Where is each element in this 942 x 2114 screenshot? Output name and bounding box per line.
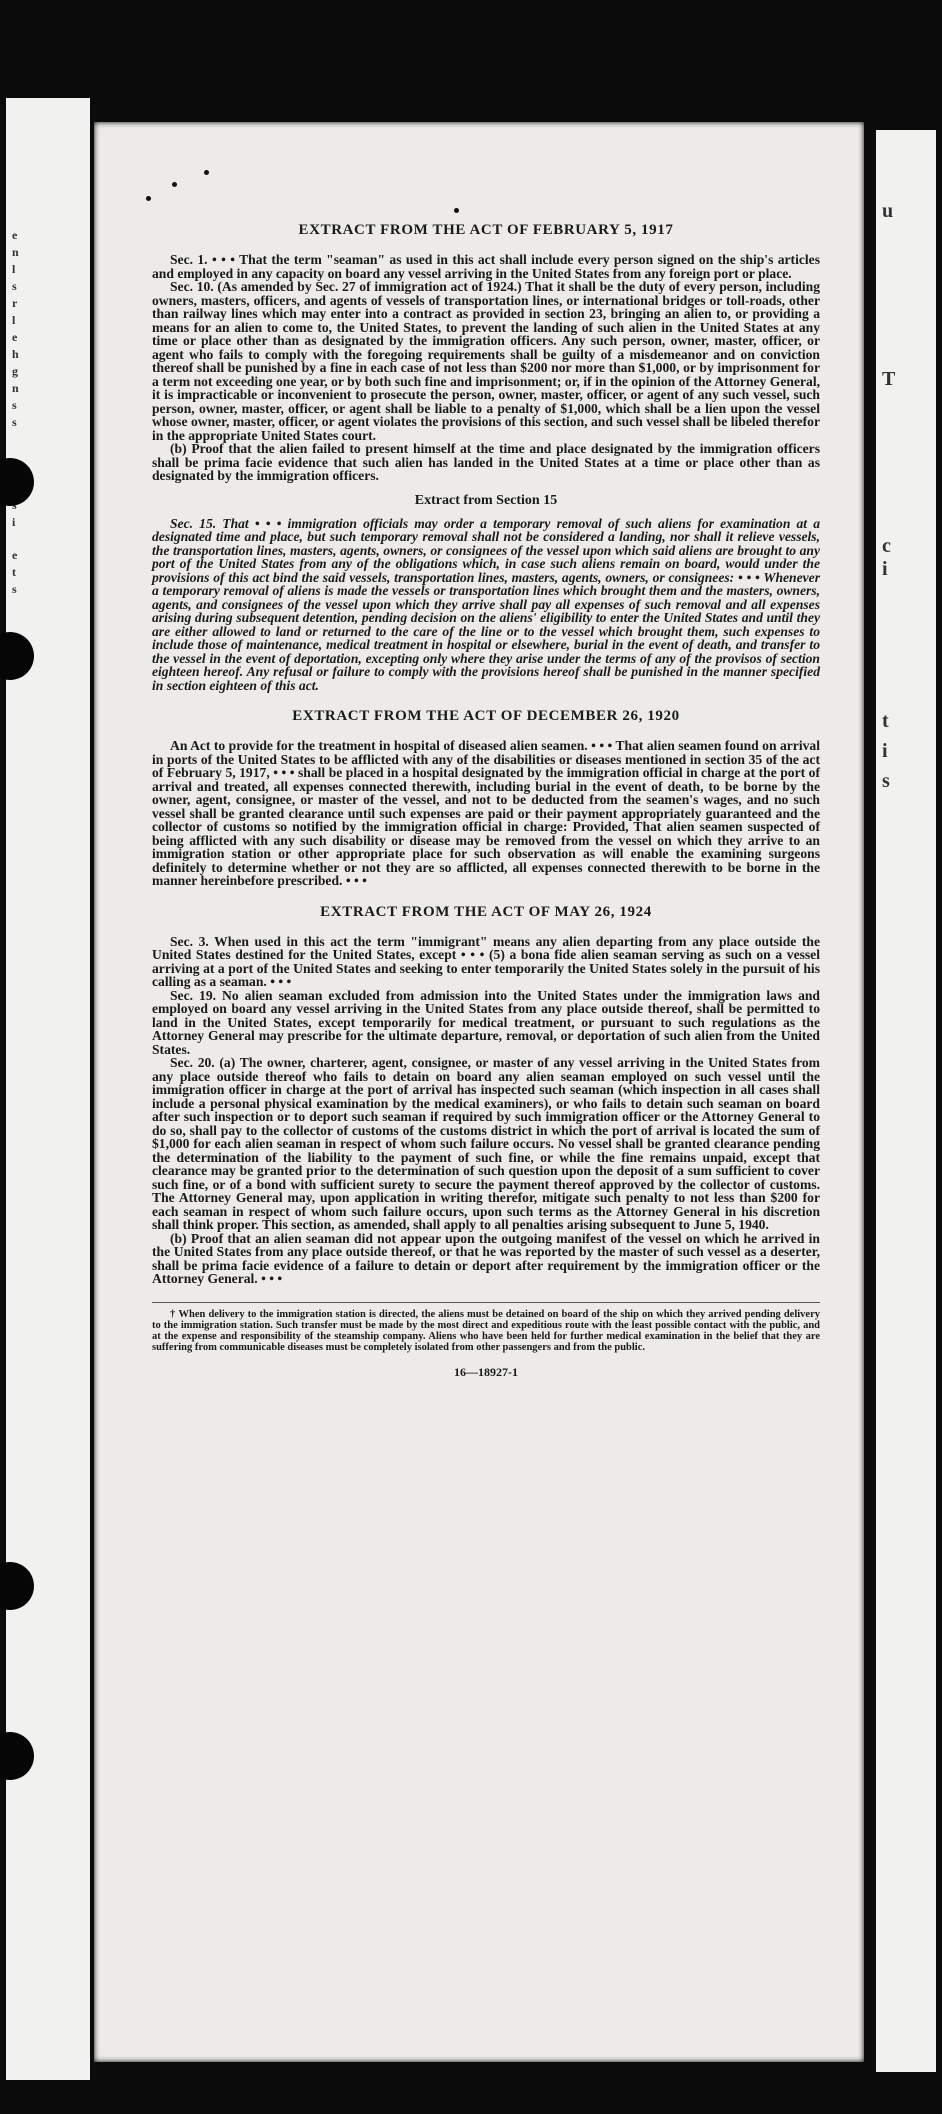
document-number: 16—18927-1 [454,1364,518,1379]
left-strip-text-16: t [12,565,16,579]
left-adjacent-page-strip [6,98,90,2080]
paragraph-sec-15: Sec. 15. That • • • immigration officials may order a temporary removal of such aliens for examination at a designated time and place, but such temporary removal shall not be considered a landing, nor shall it relieve vessels, the transportation lines, masters, agents, owners, or consignees of the vessel upon which said aliens are brought to any port of the United States from any of the obligations which, in case such aliens remain on board, would under the provisions of this act bind the said vessels, transportation lines, masters, agents, owners, or consignees: • • • Whenever a temporary removal of aliens is made the vessels or transportation lines which brought them and the masters, owners, agents, and consignees of the vessel upon which they arrive shall pay all expenses of such removal and all expenses arising during subsequent detention, pending decision on the aliens' eligibility to enter the United States and until they are either allowed to land or returned to the care of the line or to the vessel which brought them, such expenses to include those of maintenance, medical treatment in hospital or elsewhere, burial in the event of death, and transfer to the vessel in the event of deportation, excepting only where they arise under the terms of any of the provisos of section eighteen hereof. Any refusal or failure to comply with the provisions hereof shall be punished in the manner specified in section eighteen of this act. [152,515,820,693]
paragraph-sec-10-b: (b) Proof that the alien failed to present himself at the time and place designated by the immigration officers shall be prima facie evidence that such alien has landed in the United States at a time or place other than as designated by the immigration officers. [152,441,820,483]
paragraph-sec-20-b: (b) Proof that an alien seaman did not appear upon the outgoing manifest of the vessel on which he arrived in the United States from any place outside thereof, or that he was reported by the master of such vessel as a deserter, shall be prima facie evidence of a failure to detain or deport after requirement by the immigration officer or the Attorney General. • • • [152,1230,820,1286]
ink-speck [172,182,177,187]
left-strip-text-5: r [12,296,18,310]
left-strip-text-14: i [12,515,16,529]
left-strip-text-8: h [12,347,19,361]
left-strip-text-6: l [12,313,16,327]
section-15-block [152,517,820,693]
paragraph-sec-20-a: Sec. 20. (a) The owner, charterer, agent, consignee, or master of any vessel arriving in the United States from any place outside thereof who fails to detain on board any alien seaman employed on such vessel until the immigration officer in charge at the port of arrival has inspected such seaman (which inspection in all cases shall include a personal physical examination by the medical examiners), or who fails to detain such seaman on board after such inspection or to deport such seaman if required by such immigration officer or the Attorney General to do so, shall pay to the collector of customs of the customs district in which the port of arrival is located the sum of $1,000 for each alien seaman in respect of whom such failure occurs. No vessel shall be granted clearance pending the determination of the liability to the payment of such fine, or while the fine remains unpaid, except that clearance may be granted prior to the determination of such question upon the deposit of a sum sufficient to cover such fine, or of a bond with sufficient surety to secure the payment thereof approved by the collector of customs. The Attorney General may, upon application in writing therefor, mitigate such penalty to not less than $200 for each seaman in respect of whom such failure occurs, upon such terms as the Attorney General in his discretion shall think proper. This section, as amended, shall apply to all penalties arising subsequent to June 5, 1940. [152,1055,820,1232]
paragraph-sec-10: Sec. 10. (As amended by Sec. 27 of immigration act of 1924.) That it shall be the duty of every person, including owners, masters, officers, and agents of vessels of transportation lines, or international bridges or toll-roads, other than railway lines which may enter into a contract as provided in section 23, bringing an alien to, or providing a means for an alien to come to, the United States, to prevent the landing of such alien in the United States at any time or place other than as designated by the immigration officers. Any such person, owner, master, officer, or agent who fails to comply with the foregoing requirements shall be guilty of a misdemeanor and on conviction thereof shall be punished by a fine in each case of not less than $200 nor more than $1,000, or by imprisonment for a term not exceeding one year, or by both such fine and imprisonment; or, if in the opinion of the Attorney General, it is impracticable or inconvenient to prosecute the person, owner, master, officer, or agent of any such vessel, such person, owner, master, officer, or agent shall be liable to a penalty of $1,000, which shall be a lien upon the vessel whose owner, master, officer, or agent violates the provisions of this section, and such vessel shall be libeled therefor in the appropriate United States court. [152,279,820,443]
left-strip-text-1: e [12,228,18,242]
subheading-section-15: Extract from Section 15 [414,492,558,508]
right-strip-text-6: i [882,740,888,762]
right-strip-text-1: u [882,200,894,222]
left-strip-text-10: n [12,381,19,395]
paragraph-act-1920: An Act to provide for the treatment in hospital of diseased alien seamen. • • • That alien seamen found on arrival in ports of the United States to be afflicted with any of the disabilities or diseases mentioned in section 35 of the act of February 5, 1917, • • • shall be placed in a hospital designated by the immigration official in charge at the port of arrival and treated, all expenses connected therewith, including burial in the event of death, to be borne by the owner, agent, consignee, or master of the vessel, and not to be deducted from the seamen's wages, and no such vessel shall be granted clearance until such expenses are paid or their payment appropriately guaranteed and the collector of customs so notified by the immigration official in charge: Provided, That alien seamen suspected of being afflicted with any such disability or disease may be removed from the vessel on which they arrive to an immigration station or other appropriate place for such observation as will enable the examining surgeons definitely to determine whether or not they are so afflicted, all expenses connected therewith to be borne in the manner hereinbefore prescribed. • • • [152,738,820,888]
heading-act-1920: EXTRACT FROM THE ACT OF DECEMBER 26, 1920 [292,708,680,724]
right-strip-text-7: s [882,770,890,792]
document-body [152,222,820,1380]
right-strip-text-3: c [882,535,891,557]
paragraph-sec-1: Sec. 1. • • • That the term "seaman" as used in this act shall include every person signed on the ship's articles and employed in any capacity on board any vessel arriving in the United States from any foreign port or place. [152,252,820,281]
right-strip-text-2: T [882,368,896,390]
heading-act-1924: EXTRACT FROM THE ACT OF MAY 26, 1924 [320,903,652,920]
footnote-text: † When delivery to the immigration station is directed, the aliens must be detained on board of the ship on which they arrived pending delivery to the immigration station. Such transfer must be made by the most direct and expeditious route with the least possible contact with the public, and at the expense and responsibility of the steamship company. Aliens who have been held for further medical examination in the belief that they are suffering from communicable diseases must be completely isolated from other passengers and from the public. [152,1308,820,1353]
heading-act-1917: EXTRACT FROM THE ACT OF FEBRUARY 5, 1917 [298,222,674,238]
ink-speck [146,196,151,201]
left-strip-text-2: n [12,245,19,259]
right-strip-text-5: t [882,710,889,732]
paragraph-sec-3: Sec. 3. When used in this act the term "immigrant" means any alien departing from any place outside the United States destined for the United States, except • • • (5) a bona fide alien seaman serving as such on a vessel arriving at a port of the United States and seeking to enter temporarily the United States solely in the pursuit of his calling as a seaman. • • • [152,933,820,989]
footnote [152,1302,820,1353]
left-strip-text-3: l [12,262,16,276]
left-strip-text-15: e [12,548,18,562]
right-strip-text-4: i [882,558,888,580]
left-strip-text-17: s [12,582,17,596]
paragraph-sec-19: Sec. 19. No alien seaman excluded from admission into the United States under the immigration laws and employed on board any vessel arriving in the United States from any place outside thereof, shall be permitted to land in the United States, except temporarily for medical treatment, or pursuant to such regulations as the Attorney General may prescribe for the ultimate departure, removal, or deportation of such alien from the United States. [152,987,820,1057]
ink-speck [454,208,459,213]
left-strip-text-4: s [12,279,17,293]
left-strip-text-7: e [12,330,18,344]
left-strip-text-11: s [12,398,17,412]
left-strip-text-12: s [12,415,17,429]
document-page [94,122,864,2062]
left-strip-text-9: g [12,364,18,378]
right-adjacent-page-strip [876,130,936,2072]
ink-speck [204,170,209,175]
